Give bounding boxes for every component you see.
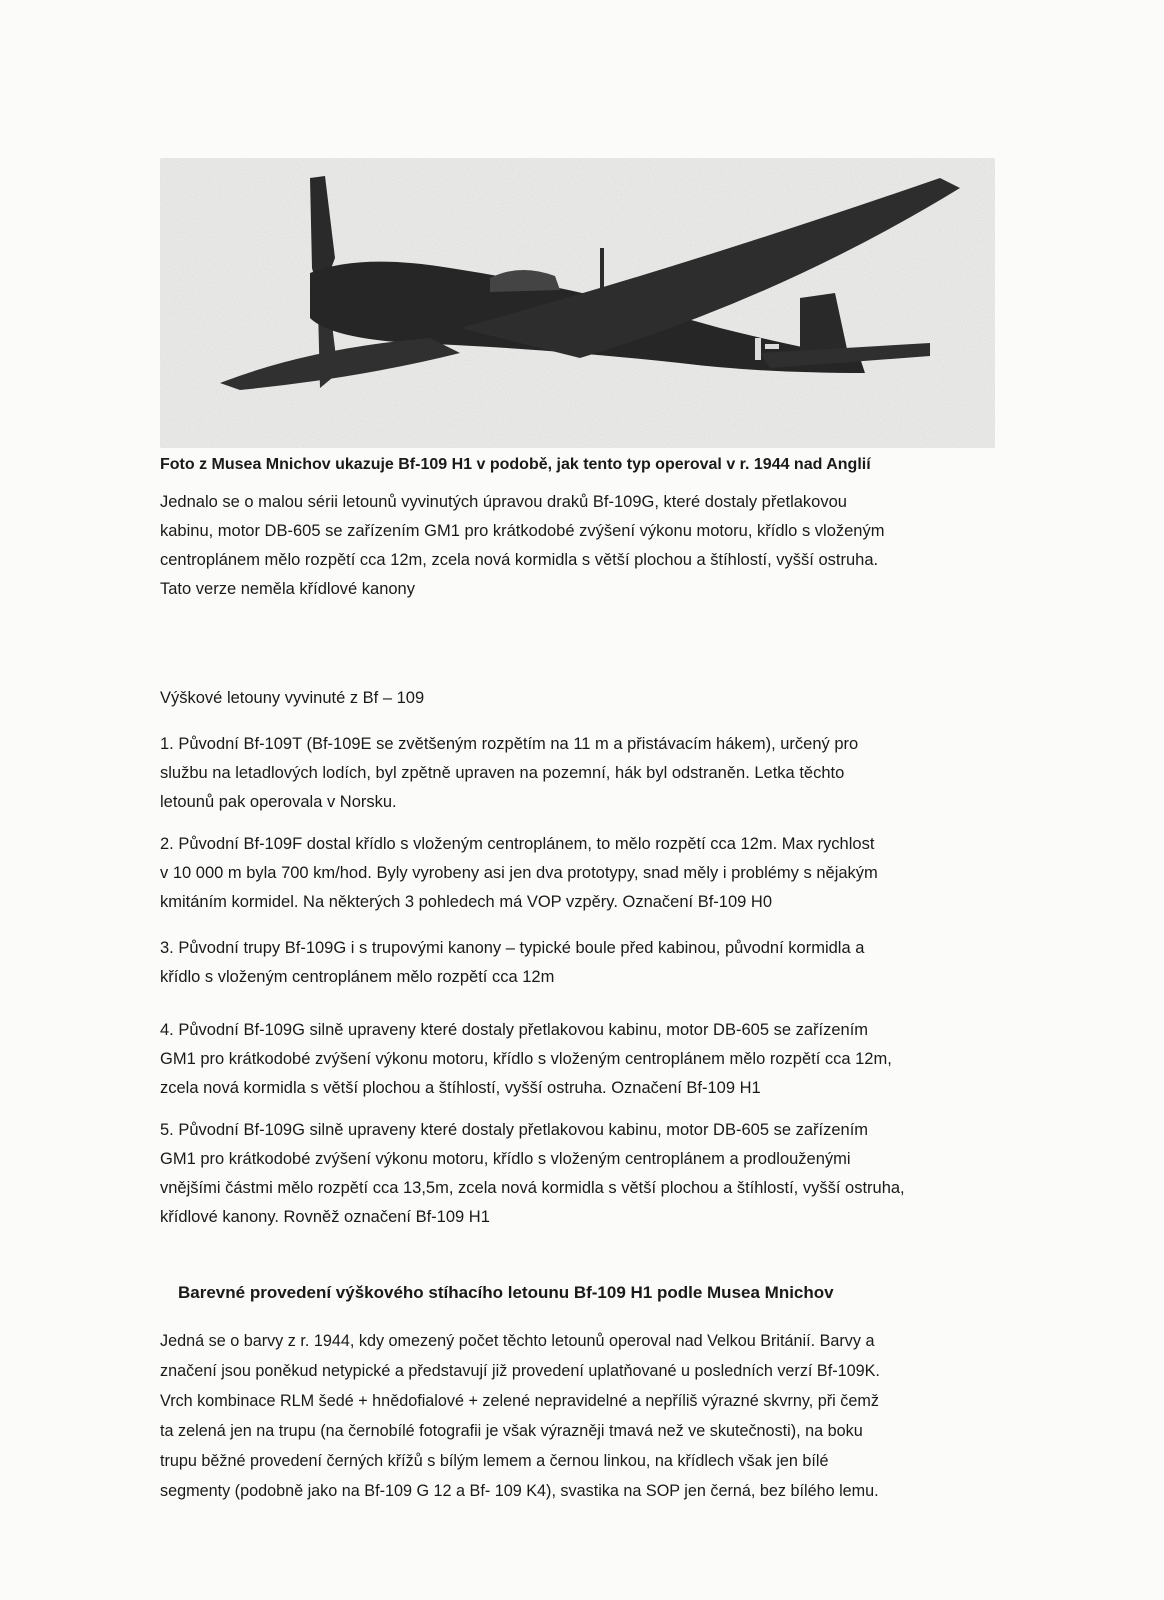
colour-line: trupu běžné provedení černých křížů s bílým lemem a černou linkou, na křídlech však jen bílé: [160, 1452, 829, 1470]
item-line: křídlové kanony. Rovněž označení Bf-109 H1: [160, 1208, 490, 1226]
colour-line: Jedná se o barvy z r. 1944, kdy omezený počet těchto letounů operoval nad Velkou Británií. Barvy a: [160, 1332, 875, 1350]
intro-paragraph: [160, 488, 1060, 604]
item-line: 2. Původní Bf-109F dostal křídlo s vloženým centroplánem, to mělo rozpětí cca 12m. Max rychlost: [160, 835, 875, 853]
intro-line: centroplánem mělo rozpětí cca 12m, zcela nová kormidla s větší plochou a štíhlostí, vyšší ostruha.: [160, 551, 879, 569]
colour-paragraph: [160, 1326, 1060, 1506]
colour-line: segmenty (podobně jako na Bf-109 G 12 a Bf- 109 K4), svastika na SOP jen černá, bez bílého lemu.: [160, 1482, 879, 1500]
item-5: [160, 1116, 1060, 1232]
colour-line: Vrch kombinace RLM šedé + hnědofialové + zelené nepravidelné a nepříliš výrazné skvrny, při čemž: [160, 1392, 879, 1410]
item-line: 4. Původní Bf-109G silně upraveny které dostaly přetlakovou kabinu, motor DB-605 se zařízením: [160, 1021, 869, 1039]
item-line: 1. Původní Bf-109T (Bf-109E se zvětšeným rozpětím na 11 m a přistávacím hákem), určený pro: [160, 735, 859, 753]
item-line: letounů pak operovala v Norsku.: [160, 793, 397, 811]
colour-line: ta zelená jen na trupu (na černobílé fotografii je však výrazněji tmavá než ve skutečnosti), na boku: [160, 1422, 863, 1440]
item-line: 5. Původní Bf-109G silně upraveny které dostaly přetlakovou kabinu, motor DB-605 se zařízením: [160, 1121, 869, 1139]
item-line: zcela nová kormidla s větší plochou a štíhlostí, vyšší ostruha. Označení Bf-109 H1: [160, 1079, 761, 1097]
item-line: službu na letadlových lodích, byl zpětně upraven na pozemní, hák byl odstraněn. Letka těchto: [160, 764, 845, 782]
item-2: [160, 830, 1060, 917]
item-line: GM1 pro krátkodobé zvýšení výkonu motoru, křídlo s vloženým centroplánem a prodlouženými: [160, 1150, 851, 1168]
intro-line: Tato verze neměla křídlové kanony: [160, 580, 415, 598]
item-line: kmitáním kormidel. Na některých 3 pohledech má VOP vzpěry. Označení Bf-109 H0: [160, 893, 772, 911]
colour-line: značení jsou poněkud netypické a představují již provedení uplatňované u posledních verzí Bf-109K.: [160, 1362, 880, 1380]
item-4: [160, 1016, 1060, 1103]
aircraft-photo: [160, 158, 995, 448]
intro-line: Jednalo se o malou sérii letounů vyvinutých úpravou draků Bf-109G, které dostaly přetlakovou: [160, 493, 847, 511]
item-line: GM1 pro krátkodobé zvýšení výkonu motoru, křídlo s vloženým centroplánem mělo rozpětí cca 12m,: [160, 1050, 892, 1068]
section2-heading: Barevné provedení výškového stíhacího letounu Bf-109 H1 podle Musea Mnichov: [178, 1283, 834, 1302]
item-3: [160, 934, 1060, 992]
intro-line: kabinu, motor DB-605 se zařízením GM1 pro krátkodobé zvýšení výkonu motoru, křídlo s vloženým: [160, 522, 885, 540]
item-line: křídlo s vloženým centroplánem mělo rozpětí cca 12m: [160, 968, 555, 986]
section1-heading: Výškové letouny vyvinuté z Bf – 109: [160, 689, 425, 707]
photo-caption: Foto z Musea Mnichov ukazuje Bf-109 H1 v podobě, jak tento typ operoval v r. 1944 nad Anglií: [160, 456, 871, 473]
item-line: 3. Původní trupy Bf-109G i s trupovými kanony – typické boule před kabinou, původní kormidla a: [160, 939, 865, 957]
item-line: vnějšími částmi mělo rozpětí cca 13,5m, zcela nová kormidla s větší plochou a štíhlostí, vyšší ostruha,: [160, 1179, 905, 1197]
bf109-aircraft-icon: [160, 158, 995, 448]
item-line: v 10 000 m byla 700 km/hod. Byly vyrobeny asi jen dva prototypy, snad měly i problémy s nějakým: [160, 864, 878, 882]
item-1: [160, 730, 1060, 817]
